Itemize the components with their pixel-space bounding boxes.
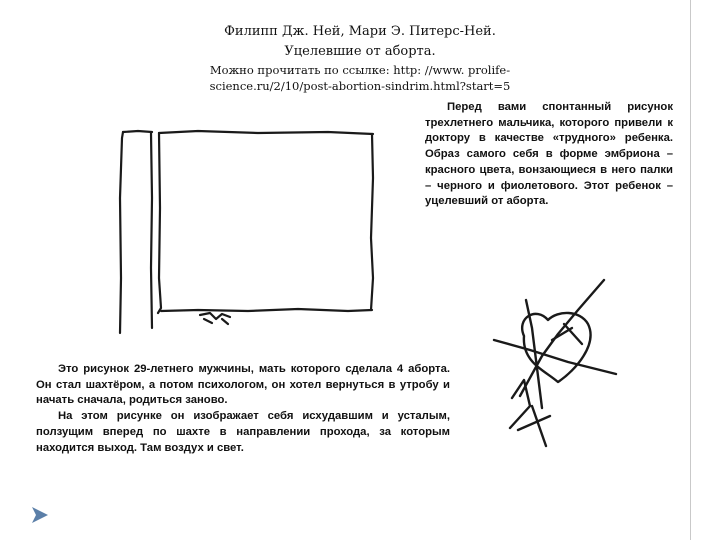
stick-loose — [510, 380, 550, 446]
next-slide-arrow-icon[interactable] — [30, 506, 50, 524]
link-url: science.ru/2/10/post-abortion-sindrim.html?start=5 — [209, 79, 511, 93]
stick-short — [552, 324, 582, 344]
description-paragraph: Перед вами спонтанный рисунок трехлетнего мальчика, которого привели к доктору в качестве «трудного» ребенка. Образ самого себя в форме эмбриона – красного цвета, вонзающиеся в него палки – черного и фиолетового. Этот ребенок – уцелевший от аборта. — [425, 101, 673, 208]
shaft-top-right — [159, 131, 373, 134]
link-intro: Можно прочитать по ссылке: http: //www. prolife- — [209, 63, 511, 77]
mine-shaft-drawing — [118, 118, 418, 340]
child-drawing-description — [425, 100, 673, 210]
slide-divider — [690, 0, 691, 540]
header-title — [150, 22, 570, 62]
shaft-inner-right — [158, 133, 161, 313]
shaft-floor — [161, 309, 372, 311]
shaft-wall-right — [371, 134, 373, 310]
authors: Филипп Дж. Ней, Мари Э. Питерс-Ней. — [224, 24, 496, 39]
shaft-top-left — [123, 131, 152, 132]
shaft-wall-left — [120, 132, 123, 333]
description-paragraph-2: На этом рисунке он изображает себя исхудавшим и усталым, ползущим вперед по шахте в направлении прохода, за которым находится выход. Там воздух и свет. — [36, 410, 450, 454]
book-title: Уцелевшие от аборта. — [284, 44, 436, 59]
man-drawing-description — [36, 362, 450, 456]
source-link[interactable] — [160, 62, 560, 94]
shaft-inner-left — [151, 133, 152, 328]
description-paragraph-1: Это рисунок 29-летнего мужчины, мать которого сделала 4 аборта. Он стал шахтёром, а потом психологом, он хотел вернуться в утробу и начать сначала, родиться заново. — [36, 363, 450, 407]
stick-cross — [494, 340, 616, 374]
embryo-drawing — [472, 258, 622, 448]
crawling-figure — [200, 313, 230, 324]
